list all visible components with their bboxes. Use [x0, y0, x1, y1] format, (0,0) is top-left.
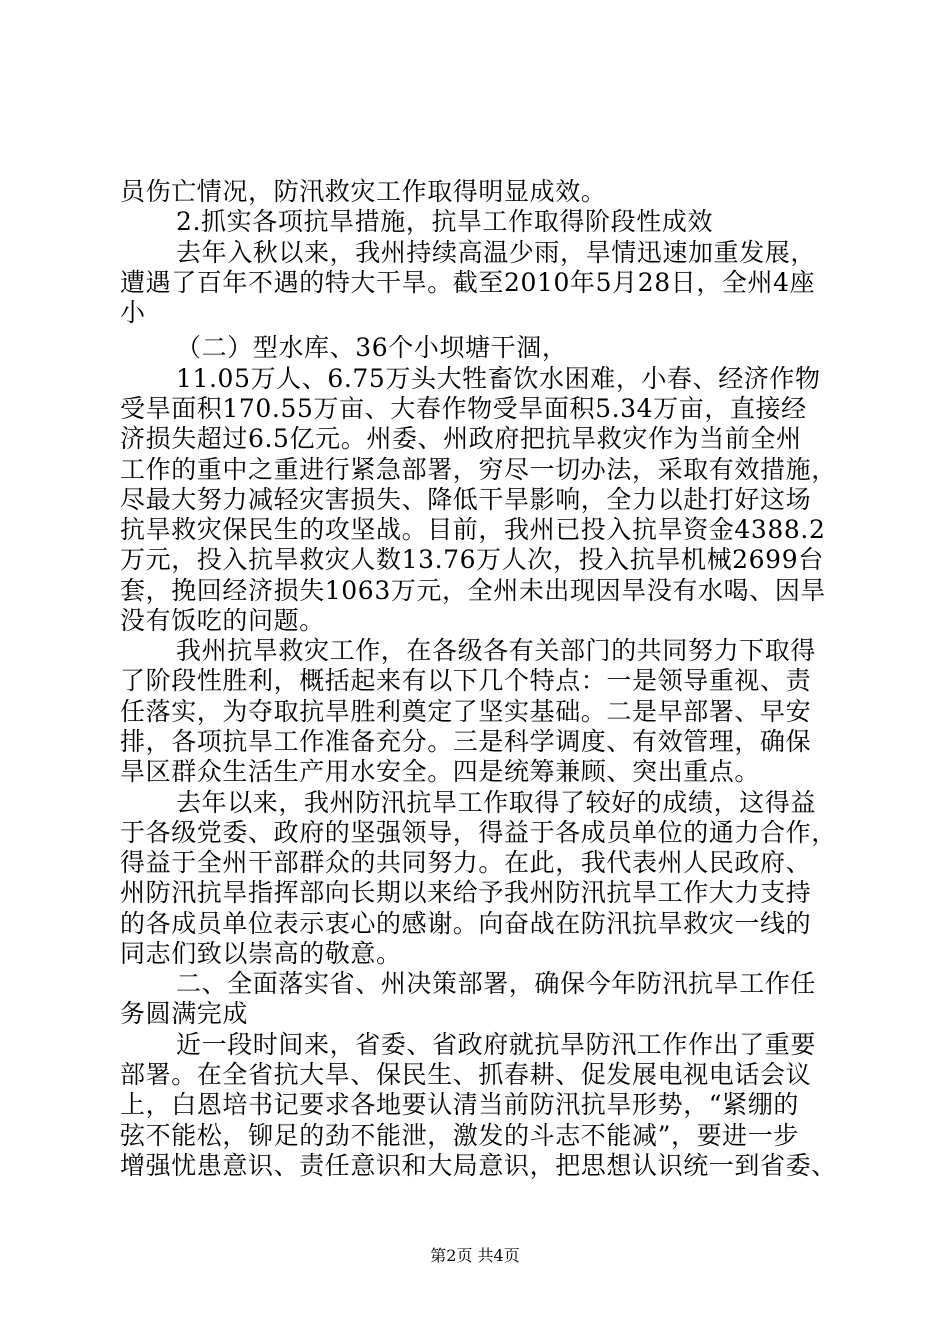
- page-number-footer: 第2页 共4页: [430, 1246, 520, 1265]
- text-line: 上，白恩培书记要求各地要认清当前防汛抗旱形势，“紧绷的: [120, 1090, 799, 1119]
- text-line: 部署。在全省抗大旱、保民生、抓春耕、促发展电视电话会议: [120, 1060, 812, 1089]
- text-line: 同志们致以崇高的敬意。: [120, 939, 402, 968]
- section-heading-continued: 务圆满完成: [120, 999, 249, 1028]
- text-line: 州防汛抗旱指挥部向长期以来给予我州防汛抗旱工作大力支持: [120, 878, 812, 907]
- text-line: 我州抗旱救灾工作，在各级各有关部门的共同努力下取得: [176, 636, 817, 665]
- text-line: 任落实，为夺取抗旱胜利奠定了坚实基础。二是早部署、早安: [120, 697, 812, 726]
- text-line: 11.05万人、6.75万头大牲畜饮水困难，小春、经济作物: [176, 364, 821, 393]
- text-line: 旱区群众生活生产用水安全。四是统筹兼顾、突出重点。: [120, 757, 761, 786]
- text-line: 排，各项抗旱工作准备充分。三是科学调度、有效管理，确保: [120, 727, 812, 756]
- text-line: 没有饭吃的问题。: [120, 606, 325, 635]
- text-line: 得益于全州干部群众的共同努力。在此，我代表州人民政府、: [120, 848, 812, 877]
- text-line: 去年以来，我州防汛抗旱工作取得了较好的成绩，这得益: [176, 788, 817, 817]
- text-line: 弦不能松，铆足的劲不能泄，激发的斗志不能减”，要进一步: [120, 1121, 799, 1150]
- text-line: 受旱面积170.55万亩、大春作物受旱面积5.34万亩，直接经: [120, 394, 807, 423]
- text-line: 济损失超过6.5亿元。州委、州政府把抗旱救灾作为当前全州: [120, 424, 802, 453]
- text-line: 员伤亡情况，防汛救灾工作取得明显成效。: [120, 177, 607, 206]
- text-line: 工作的重中之重进行紧急部署，穷尽一切办法，采取有效措施，: [120, 455, 837, 484]
- text-line: （二）型水库、36个小坝塘干涸，: [176, 333, 568, 362]
- text-line: 尽最大努力减轻灾害损失、降低干旱影响，全力以赴打好这场: [120, 485, 812, 514]
- text-line: 于各级党委、政府的坚强领导，得益于各成员单位的通力合作，: [120, 818, 837, 847]
- text-line: 抗旱救灾保民生的攻坚战。目前，我州已投入抗旱资金4388.2: [120, 515, 826, 544]
- section-heading: 二、全面落实省、州决策部署，确保今年防汛抗旱工作任: [176, 969, 817, 998]
- section-heading: 2.抓实各项抗旱措施，抗旱工作取得阶段性成效: [176, 207, 714, 236]
- text-line: 的各成员单位表示衷心的感谢。向奋战在防汛抗旱救灾一线的: [120, 909, 812, 938]
- text-line: 小: [120, 298, 146, 327]
- text-line: 套，挽回经济损失1063万元，全州未出现因旱没有水喝、因旱: [120, 576, 827, 605]
- text-line: 了阶段性胜利，概括起来有以下几个特点：一是领导重视、责: [120, 666, 812, 695]
- text-line: 增强忧患意识、责任意识和大局意识，把思想认识统一到省委、: [120, 1151, 837, 1180]
- text-line: 去年入秋以来，我州持续高温少雨，旱情迅速加重发展，: [176, 238, 817, 267]
- text-line: 近一段时间来，省委、省政府就抗旱防汛工作作出了重要: [176, 1030, 817, 1059]
- text-line: 万元，投入抗旱救灾人数13.76万人次，投入抗旱机械2699台: [120, 545, 824, 574]
- text-line: 遭遇了百年不遇的特大干旱。截至2010年5月28日，全州4座: [120, 268, 816, 297]
